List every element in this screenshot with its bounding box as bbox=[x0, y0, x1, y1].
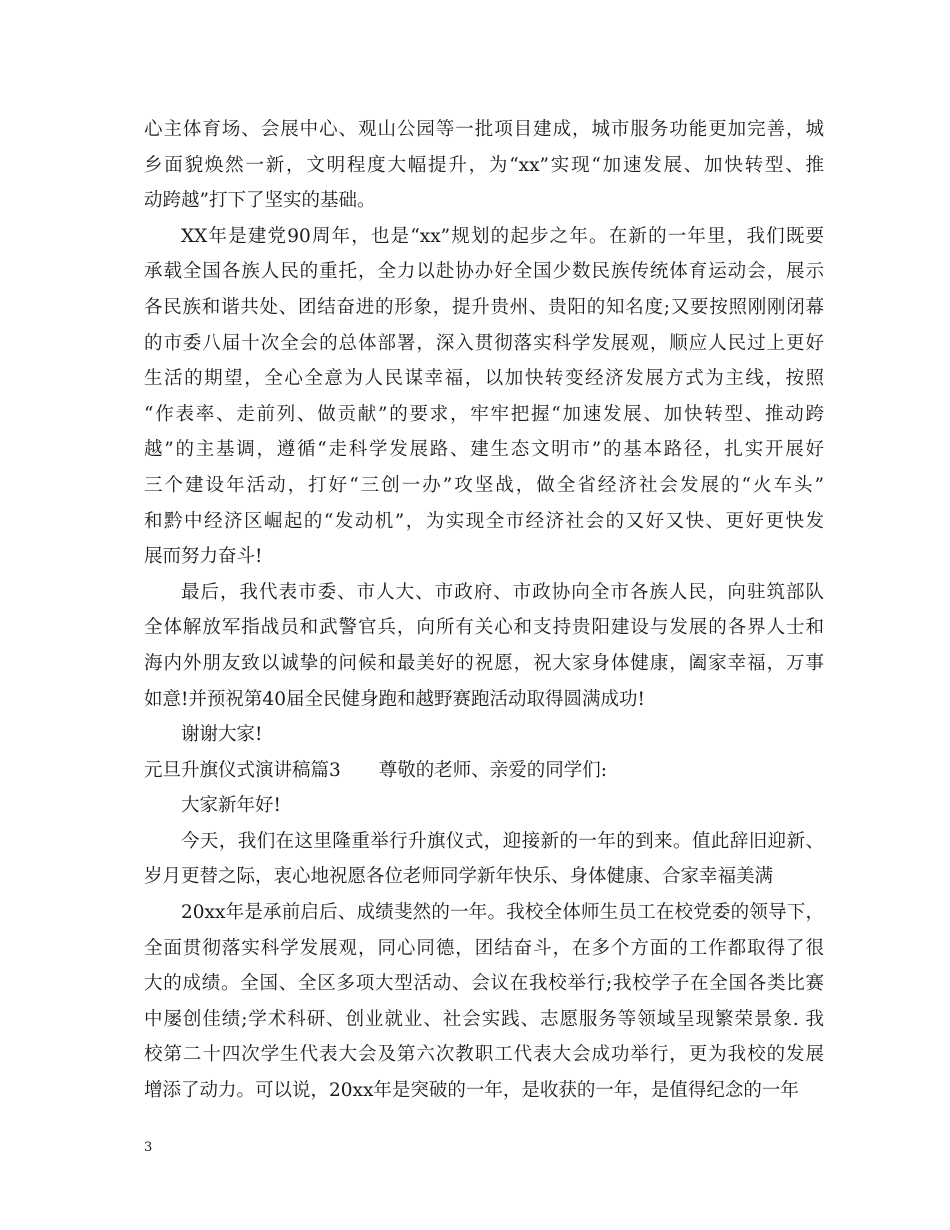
text-line: “作表率、走前列、做贡献”的要求，牢牢把握“加速发展、加快转型、推动跨 bbox=[144, 403, 824, 425]
text-line: 校第二十四次学生代表大会及第六次教职工代表大会成功举行，更为我校的发展 bbox=[144, 1044, 824, 1066]
text-line: 如意!并预祝第40届全民健身跑和越野赛跑活动取得圆满成功! bbox=[144, 688, 645, 710]
text-line: 全体解放军指战员和武警官兵，向所有关心和支持贵阳建设与发展的各界人士和 bbox=[144, 617, 824, 639]
text-line: 的市委八届十次全会的总体部署，深入贯彻落实科学发展观，顺应人民过上更好 bbox=[144, 332, 824, 354]
text-line: 海内外朋友致以诚挚的问候和最美好的祝愿，祝大家身体健康，阖家幸福，万事 bbox=[144, 652, 824, 674]
text-line: 各民族和谐共处、团结奋进的形象，提升贵州、贵阳的知名度;又要按照刚刚闭幕 bbox=[144, 296, 824, 318]
heading-line bbox=[144, 753, 824, 789]
text-line: 和黔中经济区崛起的“发动机”，为实现全市经济社会的又好又快、更好更快发 bbox=[144, 510, 824, 532]
text-line: 大的成绩。全国、全区多项大型活动、会议在我校举行;我校学子在全国各类比赛 bbox=[144, 973, 824, 995]
section-title: 元旦升旗仪式演讲稿篇3 bbox=[144, 759, 341, 781]
document-body bbox=[144, 112, 824, 1109]
salutation: 尊敬的老师、亲爱的同学们: bbox=[378, 759, 608, 781]
paragraph-start: 今天，我们在这里隆重举行升旗仪式，迎接新的一年的到来。值此辞旧迎新、 bbox=[181, 830, 824, 852]
text-line: 增添了动力。可以说，20xx年是突破的一年，是收获的一年，是值得纪念的一年 bbox=[144, 1080, 799, 1102]
text-line: 全面贯彻落实科学发展观，同心同德，团结奋斗，在多个方面的工作都取得了很 bbox=[144, 937, 824, 959]
text-line: 承载全国各族人民的重托，全力以赴协办好全国少数民族传统体育运动会，展示 bbox=[144, 261, 824, 283]
paragraph-start: 20xx年是承前启后、成绩斐然的一年。我校全体师生员工在校党委的领导下， bbox=[181, 902, 824, 924]
paragraph-start: 大家新年好! bbox=[181, 795, 281, 817]
text-line: 展而努力奋斗! bbox=[144, 546, 263, 568]
text-line: 岁月更替之际，衷心地祝愿各位老师同学新年快乐、身体健康、合家幸福美满 bbox=[144, 866, 774, 888]
text-line: 心主体育场、会展中心、观山公园等一批项目建成，城市服务功能更加完善，城 bbox=[144, 119, 824, 140]
paragraph-start: 谢谢大家! bbox=[181, 724, 263, 746]
text-line: 三个建设年活动，打好“三创一办”攻坚战，做全省经济社会发展的“火车头” bbox=[144, 474, 824, 496]
text-line: 中屡创佳绩;学术科研、创业就业、社会实践、志愿服务等领域呈现繁荣景象. 我 bbox=[144, 1008, 824, 1030]
text-line: 越”的主基调，遵循“走科学发展路、建生态文明市”的基本路径，扎实开展好 bbox=[144, 439, 824, 461]
paragraph-start: XX年是建党90周年，也是“xx”规划的起步之年。在新的一年里，我们既要 bbox=[181, 225, 824, 247]
text-line: 乡面貌焕然一新，文明程度大幅提升，为“xx”实现“加速发展、加快转型、推 bbox=[144, 154, 824, 176]
text-line: 动跨越”打下了坚实的基础。 bbox=[144, 190, 376, 212]
text-line: 生活的期望，全心全意为人民谋幸福，以加快转变经济发展方式为主线，按照 bbox=[144, 368, 824, 390]
paragraph-start: 最后，我代表市委、市人大、市政府、市政协向全市各族人民，向驻筑部队 bbox=[181, 581, 824, 603]
page-number: 3 bbox=[144, 1140, 153, 1155]
